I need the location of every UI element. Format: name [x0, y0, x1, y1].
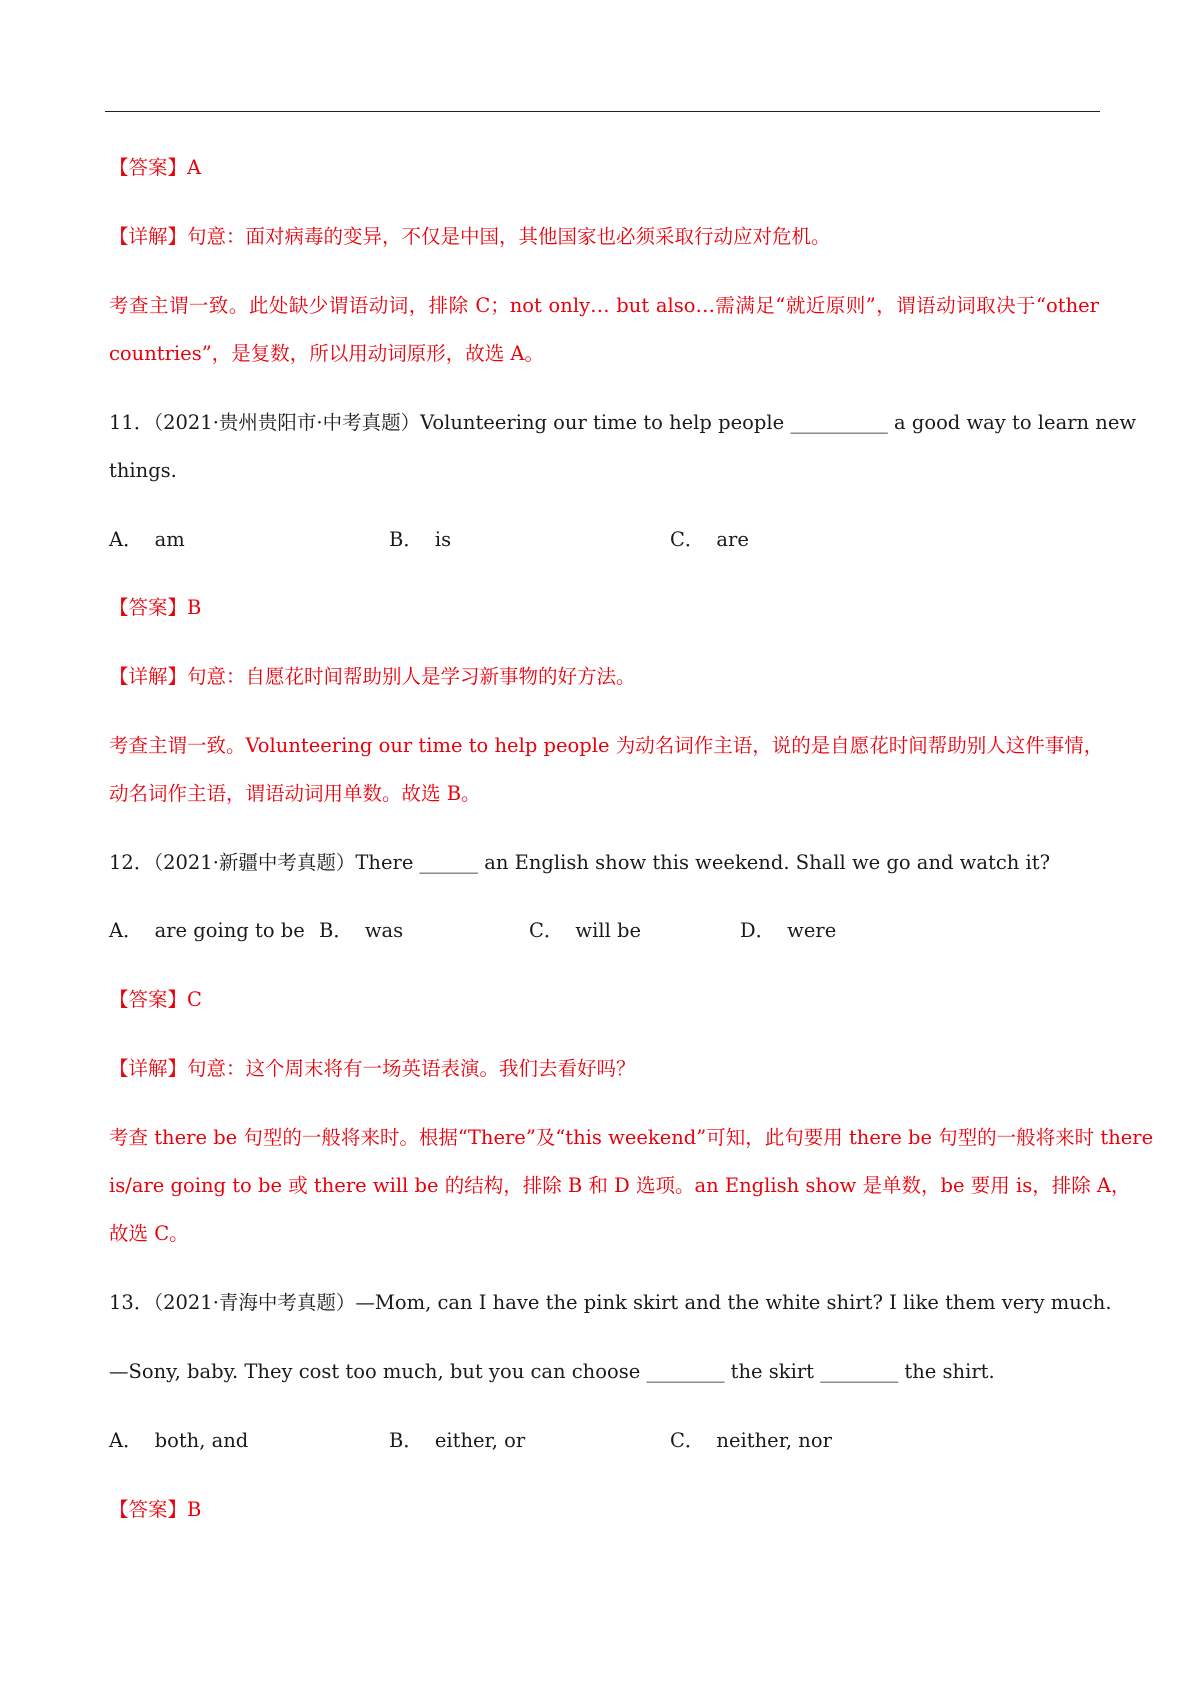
- q12-explanation-line-1: 考查 there be 句型的一般将来时。根据“There”及“this weekend”可知，此句要用 there be 句型的一般将来时 there: [109, 1126, 1154, 1149]
- header-rule: [105, 111, 1100, 112]
- option-text: either, or: [434, 1429, 526, 1452]
- q11-stem-line-1: 11．（2021·贵州贵阳市·中考真题）Volunteering our time to help people __________ a good way to learn new: [109, 411, 1137, 434]
- option-letter: D．: [740, 919, 776, 942]
- q10-explanation-line-2: countries”，是复数，所以用动词原形，故选 A。: [109, 342, 544, 365]
- option-letter: A．: [109, 919, 143, 942]
- option-letter: B．: [319, 919, 353, 942]
- q11-explanation-line-1: 考查主谓一致。Volunteering our time to help people 为动名词作主语，说的是自愿花时间帮助别人这件事情，: [109, 734, 1104, 757]
- option-letter: C．: [670, 1429, 705, 1452]
- q12-option-b: [319, 918, 403, 944]
- option-letter: A．: [109, 528, 143, 551]
- q11-option-a: [109, 527, 185, 553]
- q11-explanation-line-2: 动名词作主语，谓语动词用单数。故选 B。: [109, 782, 481, 805]
- q10-detail: 【详解】句意：面对病毒的变异，不仅是中国，其他国家也必须采取行动应对危机。: [109, 225, 831, 248]
- q10-explanation-line-1: 考查主谓一致。此处缺少谓语动词，排除 C；not only… but also…需满足“就近原则”，谓语动词取决于“other: [109, 294, 1099, 317]
- q11-option-b: [389, 527, 451, 553]
- q12-option-a: [109, 918, 305, 944]
- option-letter: B．: [389, 528, 423, 551]
- q12-option-d: [740, 918, 836, 944]
- q12-detail: 【详解】句意：这个周末将有一场英语表演。我们去看好吗？: [109, 1057, 636, 1080]
- option-letter: A．: [109, 1429, 143, 1452]
- option-text: neither, nor: [716, 1429, 832, 1452]
- q12-explanation-line-2: is/are going to be 或 there will be 的结构，排除 B 和 D 选项。an English show 是单数，be 要用 is，排除 A，: [109, 1174, 1131, 1197]
- q11-option-c: [670, 527, 749, 553]
- option-text: was: [364, 919, 404, 942]
- q13-stem-line-2: —Sony, baby. They cost too much, but you can choose ________ the skirt ________ the shirt.: [109, 1360, 995, 1383]
- q10-answer: 【答案】A: [109, 156, 202, 179]
- q13-option-b: [389, 1428, 525, 1454]
- option-letter: C．: [670, 528, 705, 551]
- q12-stem: 12．（2021·新疆中考真题）There ______ an English show this weekend. Shall we go and watch it?: [109, 851, 1051, 874]
- option-text: am: [154, 528, 185, 551]
- q11-stem-line-2: things.: [109, 459, 177, 482]
- q13-option-a: [109, 1428, 248, 1454]
- option-text: were: [787, 919, 837, 942]
- q11-answer: 【答案】B: [109, 596, 202, 619]
- q13-option-c: [670, 1428, 832, 1454]
- q11-detail: 【详解】句意：自愿花时间帮助别人是学习新事物的好方法。: [109, 665, 636, 688]
- q12-explanation-line-3: 故选 C。: [109, 1222, 189, 1245]
- option-text: both, and: [154, 1429, 249, 1452]
- q12-option-c: [529, 918, 641, 944]
- option-text: are: [716, 528, 749, 551]
- option-text: will be: [575, 919, 642, 942]
- option-letter: C．: [529, 919, 564, 942]
- option-letter: B．: [389, 1429, 423, 1452]
- option-text: is: [434, 528, 452, 551]
- option-text: are going to be: [154, 919, 305, 942]
- q13-stem-line-1: 13．（2021·青海中考真题）—Mom, can I have the pink skirt and the white shirt? I like them very much.: [109, 1291, 1112, 1314]
- q13-answer: 【答案】B: [109, 1498, 202, 1521]
- q12-answer: 【答案】C: [109, 988, 202, 1011]
